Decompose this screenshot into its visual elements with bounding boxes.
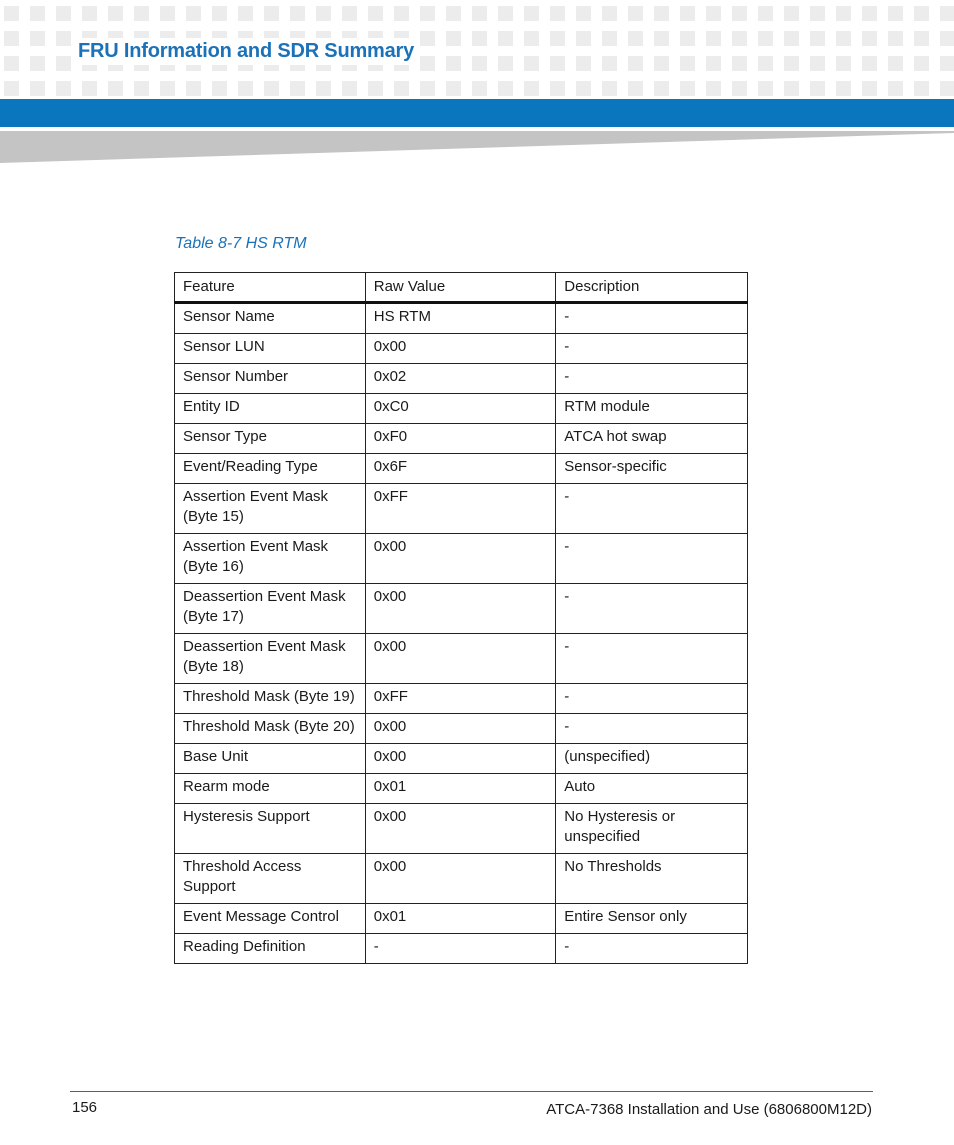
cell-feature: Threshold Access Support (175, 854, 366, 904)
pattern-square (238, 81, 253, 96)
pattern-square (550, 31, 565, 46)
pattern-square (394, 6, 409, 21)
pattern-square (420, 81, 435, 96)
cell-description: - (556, 714, 748, 744)
pattern-square (368, 81, 383, 96)
table-header-row (175, 273, 748, 303)
cell-feature: Sensor Name (175, 303, 366, 334)
pattern-square (160, 6, 175, 21)
table-row (175, 714, 748, 744)
pattern-square (290, 81, 305, 96)
pattern-square (264, 81, 279, 96)
pattern-square (4, 6, 19, 21)
table-row (175, 303, 748, 334)
pattern-square (706, 56, 721, 71)
cell-feature: Assertion Event Mask (Byte 16) (175, 534, 366, 584)
pattern-square (472, 56, 487, 71)
column-header-description: Description (556, 273, 748, 303)
cell-description: No Hysteresis or unspecified (556, 804, 748, 854)
pattern-square (472, 81, 487, 96)
cell-feature: Threshold Mask (Byte 20) (175, 714, 366, 744)
pattern-square (680, 56, 695, 71)
pattern-square (550, 6, 565, 21)
pattern-square (108, 6, 123, 21)
cell-feature: Threshold Mask (Byte 19) (175, 684, 366, 714)
pattern-square (56, 6, 71, 21)
pattern-square (30, 56, 45, 71)
pattern-square (810, 56, 825, 71)
table-row (175, 484, 748, 534)
table-row (175, 804, 748, 854)
cell-raw-value: 0x00 (365, 804, 556, 854)
pattern-square (82, 6, 97, 21)
pattern-square (30, 31, 45, 46)
cell-feature: Assertion Event Mask (Byte 15) (175, 484, 366, 534)
cell-raw-value: 0x00 (365, 744, 556, 774)
pattern-square (316, 6, 331, 21)
cell-description: - (556, 634, 748, 684)
pattern-square (706, 6, 721, 21)
pattern-square (784, 81, 799, 96)
cell-feature: Sensor Type (175, 424, 366, 454)
pattern-square (732, 31, 747, 46)
pattern-square (628, 56, 643, 71)
pattern-square (550, 81, 565, 96)
cell-raw-value: 0x6F (365, 454, 556, 484)
cell-feature: Reading Definition (175, 934, 366, 964)
cell-description: - (556, 584, 748, 634)
pattern-square (186, 6, 201, 21)
cell-raw-value: 0x02 (365, 364, 556, 394)
pattern-square (940, 31, 954, 46)
pattern-square (654, 6, 669, 21)
pattern-square (680, 81, 695, 96)
pattern-square (940, 56, 954, 71)
table-row (175, 394, 748, 424)
pattern-square (810, 31, 825, 46)
pattern-square (628, 6, 643, 21)
table-row (175, 854, 748, 904)
table-row (175, 904, 748, 934)
table-row (175, 454, 748, 484)
pattern-square (862, 56, 877, 71)
cell-feature: Hysteresis Support (175, 804, 366, 854)
pattern-square (680, 6, 695, 21)
pattern-square (836, 31, 851, 46)
pattern-square (940, 81, 954, 96)
table-row (175, 534, 748, 584)
pattern-square (836, 81, 851, 96)
pattern-square (836, 6, 851, 21)
cell-feature: Entity ID (175, 394, 366, 424)
pattern-square (732, 6, 747, 21)
pattern-square (56, 81, 71, 96)
cell-feature: Deassertion Event Mask (Byte 18) (175, 634, 366, 684)
cell-description: - (556, 364, 748, 394)
pattern-square (940, 6, 954, 21)
pattern-square (732, 56, 747, 71)
table-row (175, 774, 748, 804)
pattern-square (420, 56, 435, 71)
pattern-square (446, 56, 461, 71)
pattern-square (290, 6, 305, 21)
pattern-square (134, 81, 149, 96)
cell-description: Entire Sensor only (556, 904, 748, 934)
cell-description: - (556, 484, 748, 534)
pattern-square (810, 81, 825, 96)
cell-raw-value: 0x00 (365, 534, 556, 584)
cell-raw-value: 0xF0 (365, 424, 556, 454)
pattern-square (498, 31, 513, 46)
pattern-square (446, 31, 461, 46)
pattern-square (862, 31, 877, 46)
pattern-square (316, 81, 331, 96)
pattern-square (914, 6, 929, 21)
header-grey-wedge (0, 127, 954, 167)
pattern-square (706, 31, 721, 46)
cell-description: - (556, 334, 748, 364)
pattern-square (394, 81, 409, 96)
cell-description: - (556, 934, 748, 964)
pattern-square (4, 56, 19, 71)
pattern-square (420, 31, 435, 46)
pattern-square (862, 81, 877, 96)
cell-description: - (556, 534, 748, 584)
pattern-square (914, 56, 929, 71)
cell-raw-value: 0x00 (365, 854, 556, 904)
cell-description: - (556, 303, 748, 334)
pattern-square (888, 31, 903, 46)
pattern-square (212, 81, 227, 96)
pattern-square (602, 6, 617, 21)
pattern-square (550, 56, 565, 71)
pattern-square (576, 81, 591, 96)
pattern-square (628, 31, 643, 46)
pattern-square (758, 31, 773, 46)
pattern-square (914, 81, 929, 96)
pattern-square (888, 81, 903, 96)
pattern-square (446, 81, 461, 96)
table-row (175, 334, 748, 364)
pattern-square (524, 6, 539, 21)
pattern-square (732, 81, 747, 96)
page-number: 156 (72, 1099, 98, 1116)
section-title: FRU Information and SDR Summary (78, 38, 418, 65)
pattern-square (654, 56, 669, 71)
cell-raw-value: 0x00 (365, 584, 556, 634)
cell-feature: Event/Reading Type (175, 454, 366, 484)
pattern-square (914, 31, 929, 46)
pattern-square (420, 6, 435, 21)
table-row (175, 364, 748, 394)
cell-raw-value: 0x01 (365, 774, 556, 804)
pattern-square (784, 6, 799, 21)
pattern-square (602, 81, 617, 96)
pattern-square (498, 6, 513, 21)
cell-raw-value: HS RTM (365, 303, 556, 334)
pattern-square (758, 56, 773, 71)
pattern-square (472, 31, 487, 46)
footer-rule (70, 1091, 873, 1092)
cell-feature: Rearm mode (175, 774, 366, 804)
cell-raw-value: 0x00 (365, 714, 556, 744)
pattern-square (784, 56, 799, 71)
cell-description: Auto (556, 774, 748, 804)
cell-raw-value: 0xC0 (365, 394, 556, 424)
pattern-square (264, 6, 279, 21)
pattern-square (498, 56, 513, 71)
pattern-square (56, 31, 71, 46)
pattern-square (654, 31, 669, 46)
pattern-square (888, 56, 903, 71)
pattern-square (238, 6, 253, 21)
cell-description: (unspecified) (556, 744, 748, 774)
pattern-square (56, 56, 71, 71)
pattern-square (654, 81, 669, 96)
pattern-square (602, 31, 617, 46)
pattern-square (836, 56, 851, 71)
cell-feature: Sensor Number (175, 364, 366, 394)
header-blue-bar (0, 99, 954, 127)
pattern-square (342, 6, 357, 21)
pattern-square (602, 56, 617, 71)
table-row (175, 684, 748, 714)
cell-description: Sensor-specific (556, 454, 748, 484)
pattern-square (862, 6, 877, 21)
pattern-square (524, 56, 539, 71)
cell-feature: Base Unit (175, 744, 366, 774)
cell-raw-value: 0xFF (365, 484, 556, 534)
cell-raw-value: 0xFF (365, 684, 556, 714)
pattern-square (160, 81, 175, 96)
cell-description: RTM module (556, 394, 748, 424)
pattern-square (4, 31, 19, 46)
pattern-square (758, 81, 773, 96)
pattern-square (368, 6, 383, 21)
pattern-square (706, 81, 721, 96)
cell-feature: Event Message Control (175, 904, 366, 934)
pattern-square (888, 6, 903, 21)
pattern-square (30, 6, 45, 21)
pattern-square (576, 6, 591, 21)
cell-description: ATCA hot swap (556, 424, 748, 454)
pattern-square (108, 81, 123, 96)
pattern-square (30, 81, 45, 96)
pattern-square (524, 81, 539, 96)
cell-description: - (556, 684, 748, 714)
pattern-square (82, 81, 97, 96)
pattern-square (810, 6, 825, 21)
pattern-square (628, 81, 643, 96)
table-row (175, 584, 748, 634)
pattern-square (212, 6, 227, 21)
table-caption: Table 8-7 HS RTM (175, 235, 307, 252)
table-row (175, 634, 748, 684)
pattern-square (186, 81, 201, 96)
column-header-raw-value: Raw Value (365, 273, 556, 303)
pattern-square (784, 31, 799, 46)
pattern-square (4, 81, 19, 96)
pattern-square (498, 81, 513, 96)
cell-raw-value: 0x00 (365, 334, 556, 364)
cell-description: No Thresholds (556, 854, 748, 904)
pattern-square (680, 31, 695, 46)
cell-feature: Deassertion Event Mask (Byte 17) (175, 584, 366, 634)
cell-raw-value: - (365, 934, 556, 964)
cell-raw-value: 0x00 (365, 634, 556, 684)
pattern-square (472, 6, 487, 21)
hs-rtm-table (174, 272, 748, 964)
document-title: ATCA-7368 Installation and Use (6806800M12D) (546, 1101, 872, 1118)
pattern-square (134, 6, 149, 21)
table-row (175, 424, 748, 454)
cell-raw-value: 0x01 (365, 904, 556, 934)
pattern-square (576, 56, 591, 71)
cell-feature: Sensor LUN (175, 334, 366, 364)
column-header-feature: Feature (175, 273, 366, 303)
pattern-square (576, 31, 591, 46)
pattern-square (758, 6, 773, 21)
pattern-square (342, 81, 357, 96)
pattern-square (524, 31, 539, 46)
table-row (175, 934, 748, 964)
table-row (175, 744, 748, 774)
pattern-square (446, 6, 461, 21)
